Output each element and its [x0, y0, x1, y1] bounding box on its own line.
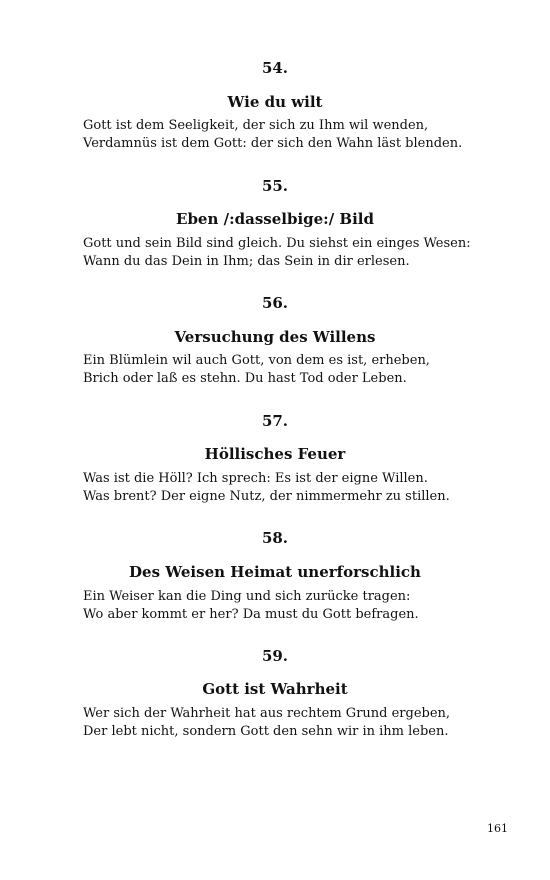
poem-body-59 [83, 705, 523, 741]
poem-body-58 [83, 588, 523, 624]
poem-line: Brich oder laß es stehn. Du hast Tod oder Leben. [83, 371, 407, 386]
poem-body-55 [83, 235, 523, 271]
poem-number-57: 57. [261, 412, 289, 430]
poem-line: Was brent? Der eigne Nutz, der nimmermehr zu stillen. [83, 489, 450, 504]
poem-line: Wann du das Dein in Ihm; das Sein in dir erlesen. [83, 254, 410, 269]
poem-number-56: 56. [261, 294, 289, 312]
page-number: 161 [487, 822, 508, 835]
poem-title-56: Versuchung des Willens [174, 328, 376, 346]
poem-line: Der lebt nicht, sondern Gott den sehn wir in ihm leben. [83, 724, 449, 739]
poem-title-54: Wie du wilt [227, 93, 323, 111]
poem-number-58: 58. [261, 529, 289, 547]
poem-title-59: Gott ist Wahrheit [202, 680, 348, 698]
poem-body-56 [83, 352, 523, 388]
poem-line: Was ist die Höll? Ich sprech: Es ist der eigne Willen. [83, 471, 428, 486]
poem-line: Verdamnüs ist dem Gott: der sich den Wahn läst blenden. [83, 136, 463, 151]
poem-line: Ein Blümlein wil auch Gott, von dem es ist, erheben, [83, 353, 430, 368]
poem-title-57: Höllisches Feuer [204, 445, 346, 463]
poem-line: Wer sich der Wahrheit hat aus rechtem Grund ergeben, [83, 706, 451, 721]
poem-line: Ein Weiser kan die Ding und sich zurücke tragen: [83, 589, 411, 604]
poem-title-58: Des Weisen Heimat unerforschlich [129, 563, 421, 581]
poem-number-55: 55. [261, 177, 289, 195]
poem-line: Wo aber kommt er her? Da must du Gott befragen. [83, 607, 419, 622]
poem-body-54 [83, 117, 523, 153]
poem-body-57 [83, 470, 523, 506]
poem-number-59: 59. [261, 647, 289, 665]
poem-line: Gott und sein Bild sind gleich. Du siehst ein einges Wesen: [83, 236, 471, 251]
poem-line: Gott ist dem Seeligkeit, der sich zu Ihm wil wenden, [83, 118, 429, 133]
poem-title-55: Eben /:dasselbige:/ Bild [176, 210, 374, 228]
poem-number-54: 54. [261, 59, 289, 77]
